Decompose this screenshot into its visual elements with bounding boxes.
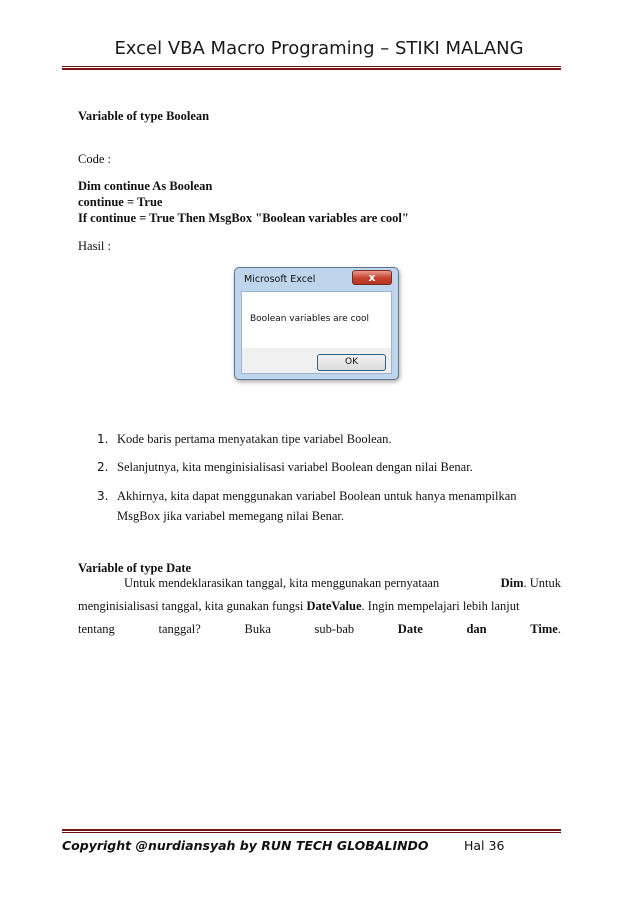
keyword-time: Time	[530, 622, 558, 636]
keyword-datevalue: DateValue	[306, 599, 362, 613]
msgbox-body	[241, 291, 392, 349]
paragraph-text: . Ingin mempelajari lebih lanjut	[361, 599, 520, 613]
page-header-title: Excel VBA Macro Programing – STIKI MALANG	[114, 38, 524, 59]
close-icon[interactable]: x	[352, 270, 392, 285]
paragraph-word: Buka	[244, 622, 271, 636]
footer-rule	[62, 829, 561, 831]
list-text: Selanjutnya, kita menginisialisasi variabel Boolean dengan nilai Benar.	[117, 460, 473, 474]
code-line-2: continue = True	[78, 195, 163, 209]
list-item	[97, 459, 473, 475]
section-heading-boolean: Variable of type Boolean	[78, 109, 210, 123]
paragraph-text: Untuk mendeklarasikan tanggal, kita menggunakan pernyataan	[124, 576, 440, 590]
keyword-dim: Dim	[500, 576, 524, 590]
result-label: Hasil :	[78, 239, 111, 253]
header-rule-thick	[62, 68, 561, 70]
keyword-dan: dan	[466, 622, 487, 636]
paragraph-text: . Untuk	[523, 576, 561, 590]
footer-rule-thin	[62, 832, 561, 833]
page-number: Hal 36	[464, 838, 505, 853]
paragraph-text: menginisialisasi tanggal, kita gunakan fungsi	[78, 599, 304, 613]
paragraph-word: sub-bab	[314, 622, 355, 636]
footer-copyright: Copyright @nurdiansyah by RUN TECH GLOBALINDO	[62, 838, 429, 853]
header-rule	[62, 66, 561, 67]
code-line-3: If continue = True Then MsgBox "Boolean variables are cool"	[78, 211, 409, 225]
list-item	[97, 431, 392, 447]
section-heading-date: Variable of type Date	[78, 561, 192, 575]
list-number: 3.	[97, 489, 109, 503]
list-item	[97, 488, 517, 524]
msgbox-screenshot	[234, 267, 399, 380]
list-text: Kode baris pertama menyatakan tipe variabel Boolean.	[117, 432, 392, 446]
paragraph-line	[78, 599, 561, 614]
list-text: Akhirnya, kita dapat menggunakan variabel Boolean untuk hanya menampilkan	[117, 489, 517, 503]
msgbox-message: Boolean variables are cool	[250, 314, 370, 324]
list-text-continued: MsgBox jika variabel memegang nilai Benar.	[117, 509, 345, 523]
msgbox-title: Microsoft Excel	[244, 274, 316, 285]
paragraph-word: tentang	[78, 622, 115, 636]
paragraph-text: .	[557, 622, 561, 636]
list-number: 2.	[97, 460, 109, 474]
code-label: Code :	[78, 152, 111, 166]
list-number: 1.	[97, 432, 109, 446]
code-line-1: Dim continue As Boolean	[78, 179, 213, 193]
paragraph-line	[78, 622, 561, 637]
paragraph-word: tanggal?	[158, 622, 201, 636]
ok-button[interactable]: OK	[317, 354, 386, 371]
keyword-date: Date	[397, 622, 423, 636]
paragraph-line	[124, 576, 561, 591]
